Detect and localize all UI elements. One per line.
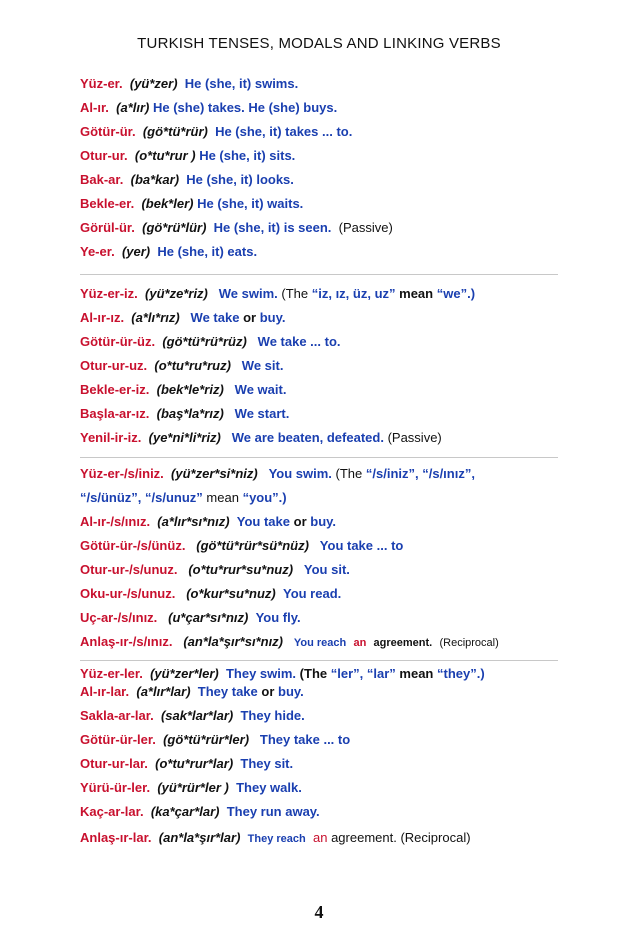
- suffix-meaning: “we”.): [436, 286, 476, 301]
- note: (Reciprocal): [439, 637, 499, 649]
- turkish-verb: Oku-ur-/s/unuz.: [80, 586, 176, 601]
- pronunciation: (a*lır*sı*nız): [157, 514, 230, 529]
- translation: You take: [236, 514, 290, 529]
- line-yer: [80, 244, 618, 260]
- pronunciation: (o*kur*su*nuz): [186, 586, 276, 601]
- conjunction: or: [261, 684, 275, 699]
- turkish-verb: Bekle-er.: [80, 196, 135, 211]
- turkish-verb: Yüz-er-iz.: [80, 286, 138, 301]
- pronunciation: (yü*zer*si*niz): [171, 466, 258, 481]
- translation: He (she, it) takes ... to.: [215, 124, 353, 139]
- line-yuzersiniz: [80, 466, 618, 482]
- suffix-meaning: “they”.): [437, 666, 485, 681]
- pronunciation: (u*çar*sı*nız): [168, 610, 249, 625]
- line-saklarlar: [80, 708, 618, 724]
- suffix-list: “ler”, “lar”: [330, 666, 396, 681]
- article: an: [312, 830, 328, 845]
- line-yuzerler: [80, 666, 618, 682]
- translation: You take ... to: [319, 538, 404, 553]
- line-yuzer: [80, 76, 618, 92]
- pronunciation: (sak*lar*lar): [160, 708, 234, 723]
- line-ucarsiniz: [80, 610, 618, 626]
- turkish-verb: Anlaş-ır-lar.: [80, 830, 152, 845]
- pronunciation: (yü*zer*ler): [150, 666, 219, 681]
- line-gotursunuz: [80, 538, 618, 554]
- line-oturur: [80, 148, 618, 164]
- line-yeniliriz: [80, 430, 618, 446]
- translation: agreement.: [331, 830, 397, 845]
- note: (Passive): [338, 220, 393, 235]
- line-goturur: [80, 124, 618, 140]
- pronunciation: (gö*tü*rür*sü*nüz): [196, 538, 309, 553]
- translation: They walk.: [236, 780, 302, 795]
- pronunciation: (ka*çar*lar): [150, 804, 220, 819]
- translation: He (she, it) looks.: [186, 172, 294, 187]
- turkish-verb: Görül-ür.: [80, 220, 135, 235]
- turkish-verb: Bak-ar.: [80, 172, 124, 187]
- translation: We start.: [234, 406, 290, 421]
- turkish-verb: Ye-er.: [80, 244, 115, 259]
- turkish-verb: Anlaş-ır-/s/ınız.: [80, 634, 173, 649]
- pronunciation: (yü*rür*ler ): [157, 780, 229, 795]
- translation: We are beaten, defeated.: [231, 430, 384, 445]
- line-kacarlar: [80, 804, 618, 820]
- turkish-verb: Al-ır-/s/ınız.: [80, 514, 151, 529]
- section-divider: [80, 457, 558, 458]
- translation: We take: [190, 310, 240, 325]
- translation: You sit.: [303, 562, 350, 577]
- page-header-title: TURKISH TENSES, MODALS AND LINKING VERBS: [137, 35, 501, 52]
- line-anlasirsiniz: [80, 634, 618, 651]
- pronunciation: (yü*zer): [129, 76, 178, 91]
- translation: They sit.: [240, 756, 294, 771]
- conjunction: or: [293, 514, 307, 529]
- translation: We take ... to.: [257, 334, 341, 349]
- line-alir: [80, 100, 618, 116]
- pronunciation: (yü*ze*riz): [145, 286, 208, 301]
- line-alirlar: [80, 684, 618, 700]
- turkish-verb: Yürü-ür-ler.: [80, 780, 151, 795]
- translation: They swim.: [225, 666, 297, 681]
- translation: We sit.: [241, 358, 284, 373]
- suffix-meaning: “you”.): [242, 490, 287, 505]
- line-baslariz: [80, 406, 618, 422]
- section-divider: [80, 274, 558, 275]
- note: (The: [335, 466, 363, 481]
- turkish-verb: Al-ır-ız.: [80, 310, 125, 325]
- translation: He (she, it) is seen.: [213, 220, 332, 235]
- turkish-verb: Yenil-ir-iz.: [80, 430, 142, 445]
- pronunciation: (o*tu*rur*su*nuz): [188, 562, 294, 577]
- line-yuzeriz: [80, 286, 618, 302]
- turkish-verb: Götür-ür-üz.: [80, 334, 156, 349]
- turkish-verb: Başla-ar-ız.: [80, 406, 150, 421]
- translation: We swim.: [218, 286, 278, 301]
- line-anlasirlar: [80, 830, 618, 847]
- pronunciation: (yer): [121, 244, 151, 259]
- pronunciation: (o*tu*ru*ruz): [154, 358, 231, 373]
- translation: buy.: [310, 514, 337, 529]
- translation: They take: [197, 684, 258, 699]
- turkish-verb: Yüz-er-ler.: [80, 666, 143, 681]
- line-gotururuz: [80, 334, 618, 350]
- pronunciation: (gö*rü*lür): [142, 220, 207, 235]
- translation: We wait.: [234, 382, 287, 397]
- note: (The: [299, 666, 328, 681]
- turkish-verb: Otur-ur-lar.: [80, 756, 148, 771]
- line-oturlar: [80, 756, 618, 772]
- pronunciation: (bek*le*riz): [156, 382, 224, 397]
- turkish-verb: Sakla-ar-lar.: [80, 708, 154, 723]
- turkish-verb: Uç-ar-/s/ınız.: [80, 610, 158, 625]
- note: mean: [206, 490, 239, 505]
- translation: He (she, it) waits.: [197, 196, 304, 211]
- line-oturuz: [80, 358, 618, 374]
- conjunction: or: [243, 310, 257, 325]
- translation: You read.: [282, 586, 342, 601]
- line-okursunuz: [80, 586, 618, 602]
- turkish-verb: Otur-ur.: [80, 148, 128, 163]
- translation: You reach: [293, 637, 347, 649]
- note: (The: [281, 286, 309, 301]
- translation: He (she) takes. He (she) buys.: [153, 100, 338, 115]
- pronunciation: (ba*kar): [130, 172, 180, 187]
- note: mean: [399, 666, 434, 681]
- turkish-verb: Bekle-er-iz.: [80, 382, 150, 397]
- translation: He (she, it) eats.: [157, 244, 258, 259]
- line-alirsiniz: [80, 514, 618, 530]
- pronunciation: (baş*la*rız): [156, 406, 224, 421]
- pronunciation: (o*tu*rur*lar): [155, 756, 234, 771]
- turkish-verb: Götür-ür.: [80, 124, 136, 139]
- translation: You swim.: [268, 466, 332, 481]
- turkish-verb: Yüz-er.: [80, 76, 123, 91]
- line-goturler: [80, 732, 618, 748]
- translation: agreement.: [373, 637, 433, 649]
- turkish-verb: Al-ır-lar.: [80, 684, 130, 699]
- translation: They reach: [247, 833, 306, 845]
- pronunciation: (ye*ni*li*riz): [148, 430, 221, 445]
- line-aliriz: [80, 310, 618, 326]
- note: (Reciprocal): [400, 830, 471, 845]
- note: mean: [399, 286, 434, 301]
- suffix-list: “/s/ünüz”, “/s/unuz”: [80, 490, 203, 505]
- pronunciation: (gö*tü*rür): [142, 124, 208, 139]
- line-gorulur: [80, 220, 618, 236]
- translation: He (she, it) swims.: [184, 76, 299, 91]
- article: an: [353, 637, 367, 649]
- suffix-list: “iz, ız, üz, uz”: [311, 286, 396, 301]
- translation: He (she, it) sits.: [199, 148, 296, 163]
- line-bakar: [80, 172, 618, 188]
- line-yururler: [80, 780, 618, 796]
- turkish-verb: Otur-ur-uz.: [80, 358, 148, 373]
- pronunciation: (gö*tü*rür*ler): [163, 732, 250, 747]
- pronunciation: (gö*tü*rü*rüz): [162, 334, 247, 349]
- pronunciation: (an*la*şır*sı*nız): [183, 634, 284, 649]
- line-suffix-continuation: [80, 490, 618, 506]
- pronunciation: (an*la*şır*lar): [158, 830, 241, 845]
- turkish-verb: Yüz-er-/s/iniz.: [80, 466, 164, 481]
- turkish-verb: Otur-ur-/s/unuz.: [80, 562, 178, 577]
- page-number: 4: [314, 902, 324, 922]
- turkish-verb: Götür-ür-ler.: [80, 732, 156, 747]
- translation: You fly.: [255, 610, 301, 625]
- pronunciation: (o*tu*rur ): [134, 148, 196, 163]
- line-otursunuz: [80, 562, 618, 578]
- pronunciation: (bek*ler): [141, 196, 194, 211]
- translation: buy.: [278, 684, 304, 699]
- line-bekleriz: [80, 382, 618, 398]
- pronunciation: (a*lı*rız): [131, 310, 180, 325]
- translation: They take ... to: [259, 732, 351, 747]
- translation: They run away.: [226, 804, 320, 819]
- section-divider: [80, 660, 558, 661]
- suffix-list: “/s/iniz”, “/s/ınız”,: [365, 466, 475, 481]
- translation: buy.: [259, 310, 286, 325]
- turkish-verb: Kaç-ar-lar.: [80, 804, 144, 819]
- turkish-verb: Al-ır.: [80, 100, 109, 115]
- pronunciation: (a*lır): [116, 100, 150, 115]
- turkish-verb: Götür-ür-/s/ünüz.: [80, 538, 186, 553]
- translation: They hide.: [240, 708, 305, 723]
- pronunciation: (a*lır*lar): [136, 684, 191, 699]
- note: (Passive): [387, 430, 442, 445]
- line-bekler: [80, 196, 618, 212]
